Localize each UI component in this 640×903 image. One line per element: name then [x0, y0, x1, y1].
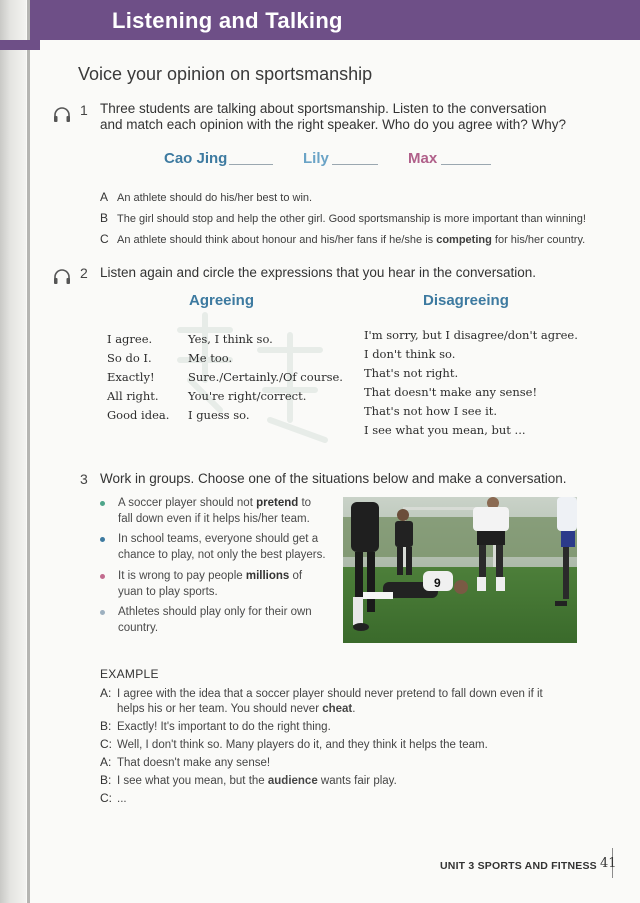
vocab-word: competing: [436, 234, 492, 246]
option-text: The girl should stop and help the other girl. Good sportsmanship is more important than winning!: [117, 213, 586, 225]
option-letter: A: [100, 190, 109, 204]
question-number: 1: [80, 102, 88, 118]
expression-agree[interactable]: All right.: [107, 389, 159, 403]
bullet-dot: [100, 501, 105, 506]
speaker-label: A:: [100, 686, 112, 700]
speaker-lily: Lily: [303, 150, 329, 167]
page-number: 41: [600, 856, 617, 871]
question-1-line-1: Three students are talking about sportsmanship. Listen to the conversation: [100, 101, 547, 116]
option-text: An athlete should do his/her best to win.: [117, 192, 313, 204]
example-text: Exactly! It's important to do the right thing.: [117, 721, 331, 733]
book-spine-shadow: [0, 0, 26, 903]
expression-disagree[interactable]: That's not how I see it.: [364, 404, 498, 418]
speaker-max: Max: [408, 150, 438, 167]
speaker-label: A:: [100, 755, 112, 769]
option-text: An athlete should think about honour and his/her fans if he/she is: [117, 234, 437, 246]
example-line: [100, 755, 590, 771]
speaker-label: B:: [100, 719, 112, 733]
expression-disagree[interactable]: I don't think so.: [364, 347, 456, 361]
situation-item: [100, 605, 326, 636]
answer-blank-lily[interactable]: [332, 164, 378, 165]
question-1-line-2: and match each opinion with the right speaker. Who do you agree with? Why?: [100, 117, 567, 132]
option-text-end: for his/her country.: [491, 234, 586, 246]
headphones-icon: [53, 269, 71, 285]
answer-blank-max[interactable]: [441, 164, 491, 165]
speaker-label: C:: [100, 737, 112, 751]
example-text: ...: [117, 793, 127, 805]
bullet-dot: [100, 537, 105, 542]
lesson-subtitle: Voice your opinion on sportsmanship: [78, 64, 373, 84]
speaker-cao-jing: Cao Jing: [164, 150, 228, 167]
speaker-label: C:: [100, 791, 112, 805]
expression-disagree[interactable]: That doesn't make any sense!: [364, 385, 538, 399]
expression-agree[interactable]: I agree.: [107, 332, 153, 346]
speaker-label: B:: [100, 773, 112, 787]
question-1-text: [100, 101, 566, 133]
example-text: I see what you mean, but the: [117, 775, 268, 787]
situation-text: It is wrong to pay people: [118, 570, 246, 582]
expression-agree[interactable]: Exactly!: [107, 370, 155, 384]
expression-agree[interactable]: I guess so.: [188, 408, 250, 422]
soccer-photo: [343, 497, 577, 643]
situation-item: [100, 569, 326, 600]
situation-text-end: of yuan to play sports.: [118, 570, 303, 598]
section-title: Listening and Talking: [112, 8, 343, 33]
unit-footer: UNIT 3 SPORTS AND FITNESS: [440, 860, 597, 872]
jersey-number: 9: [434, 576, 441, 590]
situation-text: A soccer player should not: [118, 497, 257, 509]
option-letter: B: [100, 211, 109, 225]
bullet-dot: [100, 610, 105, 615]
expression-agree[interactable]: Me too.: [188, 351, 233, 365]
expression-agree[interactable]: Yes, I think so.: [188, 332, 273, 346]
option-letter: C: [100, 232, 109, 246]
example-text-end: .: [352, 703, 356, 715]
spine-edge: [27, 0, 30, 903]
option-b: [100, 211, 586, 225]
option-c: [100, 232, 585, 246]
question-3-text: Work in groups. Choose one of the situations below and make a conversation.: [100, 471, 567, 486]
example-line: [100, 686, 590, 717]
example-text: That doesn't make any sense!: [117, 757, 271, 769]
vocab-word: pretend: [256, 497, 299, 509]
expression-disagree[interactable]: I see what you mean, but ...: [364, 423, 526, 437]
example-line: [100, 773, 590, 789]
headphones-icon: [53, 107, 71, 123]
disagreeing-heading: Disagreeing: [423, 292, 509, 309]
option-a: [100, 190, 312, 204]
expression-agree[interactable]: You're right/correct.: [188, 389, 307, 403]
example-text: Well, I don't think so. Many players do it, and they think it helps the team.: [117, 739, 488, 751]
question-number: 3: [80, 471, 88, 487]
example-line: [100, 791, 590, 807]
example-text-end: wants fair play.: [317, 775, 397, 787]
agreeing-heading: Agreeing: [189, 292, 255, 309]
vocab-word: millions: [245, 570, 290, 582]
answer-blank-cao-jing[interactable]: [229, 164, 273, 165]
situation-text: In school teams, everyone should get a chance to play, not only the best players.: [118, 533, 326, 561]
example-heading: EXAMPLE: [100, 667, 159, 681]
situation-text: Athletes should play only for their own country.: [118, 606, 312, 634]
situation-item: [100, 532, 326, 563]
vocab-word: cheat: [322, 703, 353, 715]
question-number: 2: [80, 265, 88, 281]
example-text-cont: helps his or her team. You should never: [117, 703, 323, 715]
expression-disagree[interactable]: I'm sorry, but I disagree/don't agree.: [364, 328, 578, 342]
situation-item: [100, 496, 326, 527]
bullet-dot: [100, 574, 105, 579]
question-2-text: Listen again and circle the expressions that you hear in the conversation.: [100, 265, 537, 280]
situation-text-end: to fall down even if it helps his/her team.: [118, 497, 312, 525]
vocab-word: audience: [267, 775, 318, 787]
expression-agree[interactable]: So do I.: [107, 351, 152, 365]
expression-agree[interactable]: Good idea.: [107, 408, 170, 422]
expression-disagree[interactable]: That's not right.: [364, 366, 459, 380]
example-line: [100, 719, 590, 735]
expression-agree[interactable]: Sure./Certainly./Of course.: [188, 370, 343, 384]
example-text: I agree with the idea that a soccer player should never pretend to fall down even if it: [117, 688, 543, 700]
header-tab-accent: [0, 40, 40, 50]
example-line: [100, 737, 590, 753]
section-header-bar: [30, 0, 640, 40]
